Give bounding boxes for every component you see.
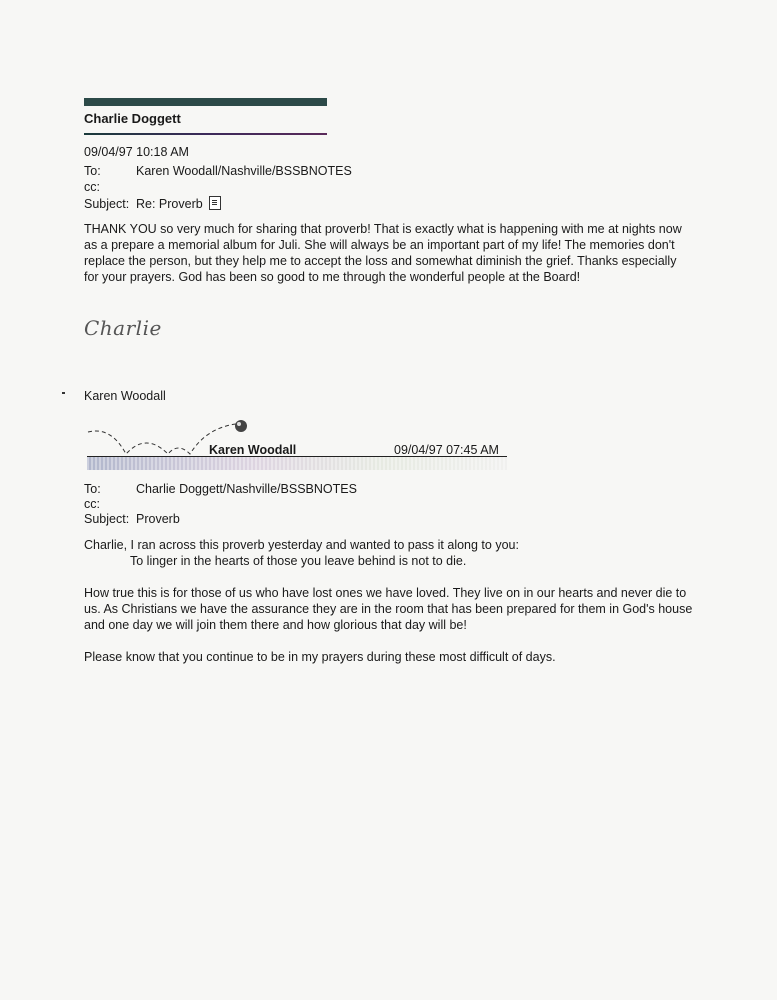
intro-line: Charlie, I ran across this proverb yesterday and wanted to pass it along to you: <box>84 538 519 552</box>
to-label-2: To: <box>84 482 101 496</box>
cc-line <box>84 179 136 195</box>
body-paragraph-2: How true this is for those of us who have lost ones we have loved. They live on in our hearts and never die to us. As Christians we have the assurance they are in the room that has been prepared for them in God's house and one day we will join them there and how glorious that day will be! <box>84 586 693 632</box>
memo-datetime: 09/04/97 10:18 AM <box>84 145 189 159</box>
document-icon[interactable] <box>209 196 221 210</box>
signature: Charlie <box>84 316 162 340</box>
cc-line-2 <box>84 496 136 512</box>
to-line-2 <box>84 481 357 497</box>
subject-label: Subject: <box>84 197 130 211</box>
cc-label: cc: <box>84 180 100 194</box>
subject-value: Re: Proverb <box>136 197 203 211</box>
sender-name-2: Karen Woodall <box>209 443 297 457</box>
to-value: Karen Woodall/Nashville/BSSBNOTES <box>136 164 352 178</box>
to-value-2: Charlie Doggett/Nashville/BSSBNOTES <box>136 482 357 496</box>
header-rule <box>84 133 327 135</box>
proverb-line: To linger in the hearts of those you leave behind is not to die. <box>130 554 467 568</box>
subject-value-2: Proverb <box>136 512 180 526</box>
sender-name: Charlie Doggett <box>84 111 181 126</box>
subject-label-2: Subject: <box>84 512 130 526</box>
memo-datetime-2: 09/04/97 07:45 AM <box>394 443 499 457</box>
forwarded-from: Karen Woodall <box>84 389 166 403</box>
stray-mark <box>62 392 65 394</box>
subject-line <box>84 194 221 212</box>
memo-body <box>84 221 684 285</box>
header-band <box>87 457 507 470</box>
to-line <box>84 163 352 179</box>
subject-line-2 <box>84 511 180 527</box>
cc-label-2: cc: <box>84 497 100 511</box>
body-paragraph: THANK YOU so very much for sharing that proverb! That is exactly what is happening with me at nights now as a prepare a memorial album for Juli. She will always be an important part of my life! The memories don't replace the person, but they help me to accept the loss and somewhat diminish the grief. Thanks especially for your prayers. God has been so good to me through the wonderful people at the Board! <box>84 222 682 284</box>
header-bar <box>84 98 327 106</box>
body-paragraph-3: Please know that you continue to be in my prayers during these most difficult of days. <box>84 650 556 664</box>
to-label: To: <box>84 164 101 178</box>
memo-body-2 <box>84 537 704 681</box>
